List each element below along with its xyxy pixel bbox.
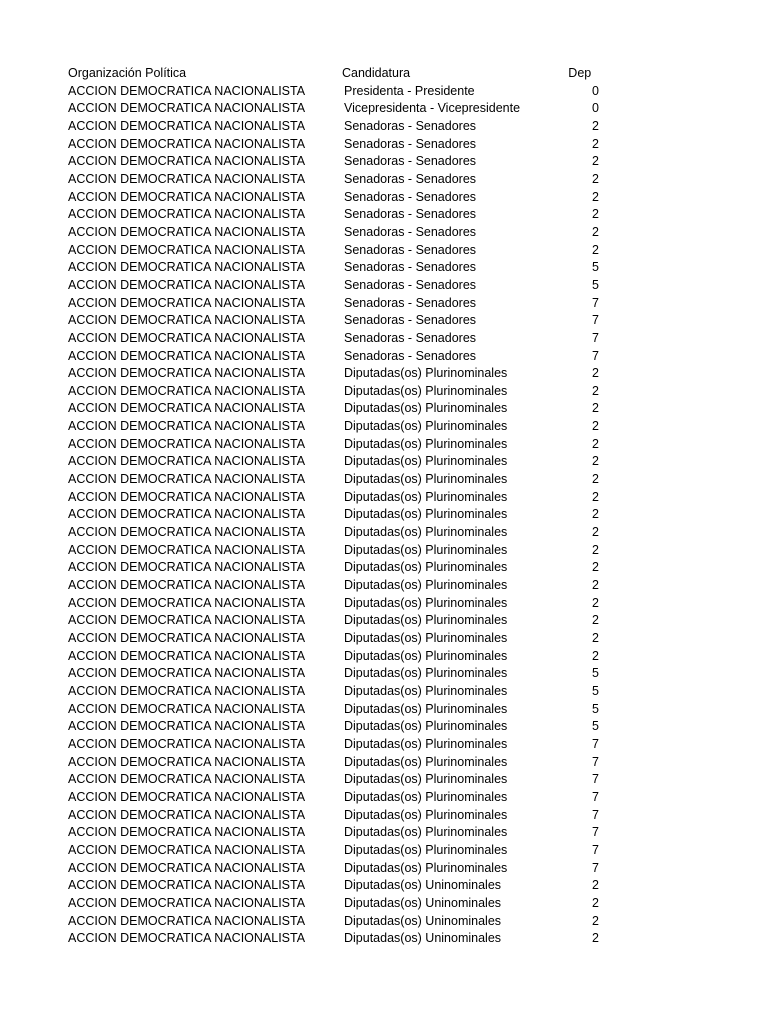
- cell-dep: 2: [592, 648, 599, 663]
- cell-org: ACCION DEMOCRATICA NACIONALISTA: [68, 383, 306, 398]
- table-row: [68, 471, 608, 489]
- cell-org: ACCION DEMOCRATICA NACIONALISTA: [68, 648, 306, 663]
- cell-cand: Diputadas(os) Plurinominales: [344, 683, 508, 698]
- cell-dep: 2: [592, 154, 599, 169]
- table-row: [68, 860, 608, 878]
- cell-dep: 7: [592, 772, 599, 787]
- table-row: [68, 330, 608, 348]
- cell-dep: 2: [592, 913, 599, 928]
- table-row: [68, 400, 608, 418]
- cell-dep: 0: [592, 83, 599, 98]
- cell-cand: Diputadas(os) Plurinominales: [344, 595, 508, 610]
- cell-org: ACCION DEMOCRATICA NACIONALISTA: [68, 242, 306, 257]
- cell-org: ACCION DEMOCRATICA NACIONALISTA: [68, 313, 306, 328]
- cell-org: ACCION DEMOCRATICA NACIONALISTA: [68, 83, 306, 98]
- cell-cand: Diputadas(os) Plurinominales: [344, 789, 508, 804]
- cell-cand: Diputadas(os) Plurinominales: [344, 507, 508, 522]
- cell-cand: Senadoras - Senadores: [344, 189, 477, 204]
- table-row: [68, 683, 608, 701]
- cell-dep: 2: [592, 507, 599, 522]
- cell-cand: Diputadas(os) Plurinominales: [344, 772, 508, 787]
- table-row: [68, 648, 608, 666]
- cell-cand: Diputadas(os) Plurinominales: [344, 366, 508, 381]
- cell-org: ACCION DEMOCRATICA NACIONALISTA: [68, 807, 306, 822]
- table-row: [68, 930, 608, 948]
- cell-dep: 7: [592, 860, 599, 875]
- cell-dep: 2: [592, 542, 599, 557]
- table-row: [68, 665, 608, 683]
- table-row: [68, 577, 608, 595]
- cell-cand: Diputadas(os) Plurinominales: [344, 719, 508, 734]
- cell-dep: 2: [592, 631, 599, 645]
- cell-cand: Diputadas(os) Plurinominales: [344, 489, 508, 504]
- cell-dep: 5: [592, 683, 599, 698]
- header-dep: Dep: [568, 66, 592, 80]
- table-row: [68, 348, 608, 366]
- cell-cand: Diputadas(os) Plurinominales: [344, 736, 508, 751]
- cell-cand: Diputadas(os) Plurinominales: [344, 472, 508, 487]
- cell-dep: 2: [592, 931, 599, 946]
- cell-org: ACCION DEMOCRATICA NACIONALISTA: [68, 207, 306, 222]
- cell-cand: Diputadas(os) Uninominales: [344, 913, 502, 928]
- cell-cand: Senadoras - Senadores: [344, 348, 477, 363]
- table-row: [68, 718, 608, 736]
- cell-org: ACCION DEMOCRATICA NACIONALISTA: [68, 189, 306, 204]
- table-row: [68, 206, 608, 224]
- cell-dep: 2: [592, 366, 599, 381]
- cell-dep: 5: [592, 719, 599, 734]
- cell-dep: 2: [592, 613, 599, 628]
- cell-cand: Senadoras - Senadores: [344, 136, 477, 151]
- cell-cand: Diputadas(os) Plurinominales: [344, 454, 508, 469]
- cell-org: ACCION DEMOCRATICA NACIONALISTA: [68, 560, 306, 575]
- cell-dep: 2: [592, 560, 599, 575]
- header-org: Organización Política: [68, 66, 187, 80]
- cell-cand: Diputadas(os) Plurinominales: [344, 419, 508, 434]
- cell-dep: 7: [592, 330, 599, 345]
- cell-org: ACCION DEMOCRATICA NACIONALISTA: [68, 277, 306, 292]
- cell-cand: Diputadas(os) Plurinominales: [344, 701, 508, 716]
- table-row: [68, 612, 608, 630]
- cell-dep: 2: [592, 224, 599, 239]
- cell-dep: 7: [592, 789, 599, 804]
- table-row: [68, 259, 608, 277]
- cell-cand: Diputadas(os) Plurinominales: [344, 666, 508, 681]
- cell-org: ACCION DEMOCRATICA NACIONALISTA: [68, 736, 306, 751]
- cell-org: ACCION DEMOCRATICA NACIONALISTA: [68, 613, 306, 628]
- table-row: [68, 877, 608, 895]
- table-row: [68, 506, 608, 524]
- table-row: [68, 771, 608, 789]
- cell-dep: 2: [592, 189, 599, 204]
- table-row: [68, 418, 608, 436]
- table-row: [68, 153, 608, 171]
- cell-cand: Senadoras - Senadores: [344, 118, 477, 133]
- cell-cand: Diputadas(os) Plurinominales: [344, 542, 508, 557]
- cell-org: ACCION DEMOCRATICA NACIONALISTA: [68, 772, 306, 787]
- table-row: [68, 242, 608, 260]
- cell-org: ACCION DEMOCRATICA NACIONALISTA: [68, 666, 306, 681]
- table-row: [68, 436, 608, 454]
- cell-org: ACCION DEMOCRATICA NACIONALISTA: [68, 878, 306, 893]
- table-row: [68, 100, 608, 118]
- cell-cand: Diputadas(os) Plurinominales: [344, 807, 508, 822]
- cell-dep: 5: [592, 701, 599, 716]
- cell-org: ACCION DEMOCRATICA NACIONALISTA: [68, 825, 306, 840]
- cell-dep: 7: [592, 807, 599, 822]
- cell-dep: 2: [592, 242, 599, 257]
- cell-cand: Senadoras - Senadores: [344, 313, 477, 328]
- cell-org: ACCION DEMOCRATICA NACIONALISTA: [68, 154, 306, 169]
- table-row: [68, 630, 608, 648]
- cell-cand: Diputadas(os) Plurinominales: [344, 648, 508, 663]
- cell-org: ACCION DEMOCRATICA NACIONALISTA: [68, 366, 306, 381]
- cell-cand: Senadoras - Senadores: [344, 224, 477, 239]
- table-row: [68, 489, 608, 507]
- cell-cand: Diputadas(os) Uninominales: [344, 931, 502, 946]
- cell-org: ACCION DEMOCRATICA NACIONALISTA: [68, 719, 306, 734]
- table-row: [68, 895, 608, 913]
- table-row: [68, 277, 608, 295]
- cell-dep: 2: [592, 419, 599, 434]
- cell-org: ACCION DEMOCRATICA NACIONALISTA: [68, 260, 306, 275]
- table-row: [68, 224, 608, 242]
- table-row: [68, 789, 608, 807]
- header-row: [68, 65, 608, 83]
- cell-dep: 2: [592, 436, 599, 451]
- cell-cand: Diputadas(os) Plurinominales: [344, 436, 508, 451]
- table-row: [68, 453, 608, 471]
- cell-cand: Diputadas(os) Plurinominales: [344, 754, 508, 769]
- cell-org: ACCION DEMOCRATICA NACIONALISTA: [68, 754, 306, 769]
- table-row: [68, 754, 608, 772]
- cell-dep: 7: [592, 295, 599, 310]
- cell-org: ACCION DEMOCRATICA NACIONALISTA: [68, 136, 306, 151]
- cell-org: ACCION DEMOCRATICA NACIONALISTA: [68, 330, 306, 345]
- cell-cand: Diputadas(os) Plurinominales: [344, 525, 508, 540]
- cell-dep: 5: [592, 260, 599, 275]
- cell-dep: 7: [592, 736, 599, 751]
- cell-org: ACCION DEMOCRATICA NACIONALISTA: [68, 701, 306, 716]
- table-row: [68, 542, 608, 560]
- cell-cand: Senadoras - Senadores: [344, 242, 477, 257]
- cell-dep: 2: [592, 136, 599, 151]
- table-row: [68, 83, 608, 101]
- cell-dep: 7: [592, 313, 599, 328]
- table-row: [68, 189, 608, 207]
- cell-org: ACCION DEMOCRATICA NACIONALISTA: [68, 348, 306, 363]
- cell-cand: Senadoras - Senadores: [344, 330, 477, 345]
- cell-dep: 5: [592, 666, 599, 681]
- cell-dep: 7: [592, 842, 599, 857]
- cell-dep: 2: [592, 383, 599, 398]
- table-row: [68, 312, 608, 330]
- cell-org: ACCION DEMOCRATICA NACIONALISTA: [68, 789, 306, 804]
- cell-org: ACCION DEMOCRATICA NACIONALISTA: [68, 578, 306, 593]
- cell-cand: Diputadas(os) Plurinominales: [344, 825, 508, 840]
- cell-cand: Senadoras - Senadores: [344, 171, 477, 186]
- cell-org: ACCION DEMOCRATICA NACIONALISTA: [68, 454, 306, 469]
- cell-cand: Senadoras - Senadores: [344, 207, 477, 222]
- cell-org: ACCION DEMOCRATICA NACIONALISTA: [68, 419, 306, 434]
- cell-org: ACCION DEMOCRATICA NACIONALISTA: [68, 118, 306, 133]
- cell-dep: 2: [592, 171, 599, 186]
- cell-cand: Vicepresidenta - Vicepresidente: [344, 101, 521, 116]
- cell-dep: 2: [592, 454, 599, 469]
- cell-org: ACCION DEMOCRATICA NACIONALISTA: [68, 631, 306, 645]
- cell-dep: 2: [592, 118, 599, 133]
- table-row: [68, 595, 608, 613]
- cell-org: ACCION DEMOCRATICA NACIONALISTA: [68, 295, 306, 310]
- cell-cand: Diputadas(os) Plurinominales: [344, 613, 508, 628]
- table-row: [68, 524, 608, 542]
- cell-cand: Diputadas(os) Plurinominales: [344, 560, 508, 575]
- cell-dep: 7: [592, 348, 599, 363]
- cell-org: ACCION DEMOCRATICA NACIONALISTA: [68, 101, 306, 116]
- cell-cand: Senadoras - Senadores: [344, 277, 477, 292]
- table-row: [68, 559, 608, 577]
- cell-org: ACCION DEMOCRATICA NACIONALISTA: [68, 895, 306, 910]
- cell-cand: Presidenta - Presidente: [344, 83, 475, 98]
- table-row: [68, 913, 608, 931]
- cell-cand: Diputadas(os) Plurinominales: [344, 631, 508, 645]
- spreadsheet-table: [68, 65, 608, 948]
- cell-org: ACCION DEMOCRATICA NACIONALISTA: [68, 401, 306, 416]
- cell-cand: Diputadas(os) Plurinominales: [344, 578, 508, 593]
- table-row: [68, 136, 608, 154]
- cell-org: ACCION DEMOCRATICA NACIONALISTA: [68, 542, 306, 557]
- table-row: [68, 701, 608, 719]
- cell-org: ACCION DEMOCRATICA NACIONALISTA: [68, 931, 306, 946]
- cell-dep: 2: [592, 878, 599, 893]
- cell-org: ACCION DEMOCRATICA NACIONALISTA: [68, 525, 306, 540]
- cell-cand: Diputadas(os) Plurinominales: [344, 860, 508, 875]
- cell-cand: Senadoras - Senadores: [344, 260, 477, 275]
- cell-org: ACCION DEMOCRATICA NACIONALISTA: [68, 436, 306, 451]
- cell-cand: Senadoras - Senadores: [344, 154, 477, 169]
- cell-org: ACCION DEMOCRATICA NACIONALISTA: [68, 171, 306, 186]
- cell-org: ACCION DEMOCRATICA NACIONALISTA: [68, 683, 306, 698]
- cell-dep: 2: [592, 525, 599, 540]
- cell-org: ACCION DEMOCRATICA NACIONALISTA: [68, 489, 306, 504]
- table-row: [68, 736, 608, 754]
- cell-dep: 7: [592, 754, 599, 769]
- cell-cand: Diputadas(os) Plurinominales: [344, 383, 508, 398]
- table-row: [68, 365, 608, 383]
- cell-dep: 2: [592, 207, 599, 222]
- cell-cand: Diputadas(os) Uninominales: [344, 878, 502, 893]
- table-row: [68, 118, 608, 136]
- table-body: [68, 83, 608, 948]
- cell-org: ACCION DEMOCRATICA NACIONALISTA: [68, 507, 306, 522]
- cell-dep: 5: [592, 277, 599, 292]
- cell-org: ACCION DEMOCRATICA NACIONALISTA: [68, 224, 306, 239]
- cell-org: ACCION DEMOCRATICA NACIONALISTA: [68, 595, 306, 610]
- cell-org: ACCION DEMOCRATICA NACIONALISTA: [68, 472, 306, 487]
- cell-dep: 0: [592, 101, 599, 116]
- cell-cand: Diputadas(os) Plurinominales: [344, 401, 508, 416]
- cell-dep: 7: [592, 825, 599, 840]
- cell-cand: Diputadas(os) Plurinominales: [344, 842, 508, 857]
- cell-dep: 2: [592, 401, 599, 416]
- header-cand: Candidatura: [341, 66, 411, 80]
- table-row: [68, 807, 608, 825]
- cell-org: ACCION DEMOCRATICA NACIONALISTA: [68, 913, 306, 928]
- cell-dep: 2: [592, 472, 599, 487]
- table-row: [68, 383, 608, 401]
- table-row: [68, 171, 608, 189]
- cell-org: ACCION DEMOCRATICA NACIONALISTA: [68, 842, 306, 857]
- table-row: [68, 295, 608, 313]
- cell-dep: 2: [592, 895, 599, 910]
- cell-dep: 2: [592, 595, 599, 610]
- cell-dep: 2: [592, 578, 599, 593]
- cell-dep: 2: [592, 489, 599, 504]
- cell-cand: Diputadas(os) Uninominales: [344, 895, 502, 910]
- cell-cand: Senadoras - Senadores: [344, 295, 477, 310]
- cell-org: ACCION DEMOCRATICA NACIONALISTA: [68, 860, 306, 875]
- table-row: [68, 824, 608, 842]
- table-row: [68, 842, 608, 860]
